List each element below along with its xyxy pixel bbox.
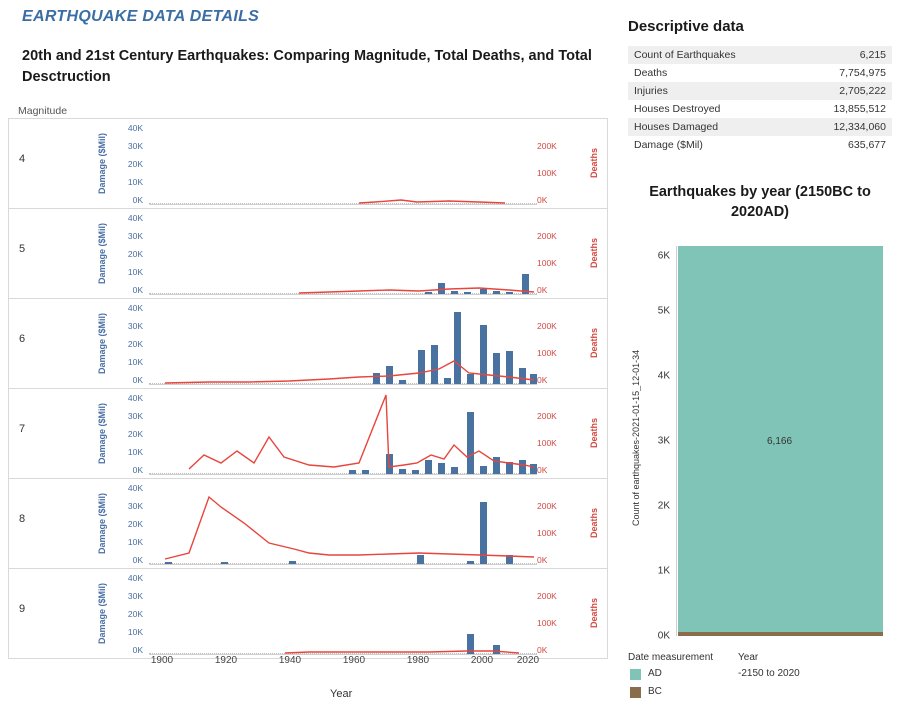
left-tick-labels [109,213,143,295]
right-tick: 0K [537,465,548,475]
y-tick: 2K [657,500,670,512]
left-tick: 20K [127,609,143,619]
bar-plot-area [676,246,883,636]
dashboard-title: EARTHQUAKE DATA DETAILS [22,8,260,25]
row-value: 12,334,060 [833,121,886,133]
panel-magnitude-label: 9 [19,603,26,615]
x-tick: 2000 [470,655,494,666]
legend-label-ad: AD [648,668,662,679]
right-tick-labels [537,303,571,385]
row-value: 13,855,512 [833,103,886,115]
right-tick: 200K [537,591,557,601]
right-axis-title: Deaths [589,328,599,359]
right-tick-labels [537,123,571,205]
panel-plot [149,213,537,295]
right-axis-title: Deaths [589,418,599,449]
left-axis-title: Damage ($Mil) [97,492,107,554]
right-tick-labels [537,213,571,295]
right-tick: 200K [537,141,557,151]
left-tick-labels [109,483,143,565]
panel-magnitude-label: 4 [19,153,26,165]
chart-title: 20th and 21st Century Earthquakes: Comparing Magnitude, Total Deaths, and Total Desctruction [22,48,592,86]
row-label: Houses Damaged [634,121,719,133]
y-tick: 5K [657,305,670,317]
row-value: 635,677 [848,139,886,151]
row-label: Houses Destroyed [634,103,721,115]
panel-magnitude-8 [8,478,608,568]
deaths-line [149,303,537,385]
descriptive-data-title: Descriptive data [628,18,744,35]
left-axis-title: Damage ($Mil) [97,582,107,644]
deaths-line [149,393,537,475]
plot-baseline [149,294,537,295]
panel-magnitude-7 [8,388,608,478]
right-axis-title: Deaths [589,238,599,269]
left-axis-title: Damage ($Mil) [97,402,107,464]
y-tick: 0K [657,630,670,642]
panel-magnitude-4 [8,118,608,208]
right-tick: 0K [537,195,548,205]
panel-magnitude-label: 6 [19,333,26,345]
y-tick: 3K [657,435,670,447]
earthquakes-by-year-chart [628,238,892,648]
bc-bar[interactable] [678,632,883,636]
x-tick: 2020 [516,655,540,666]
left-tick: 30K [127,591,143,601]
panel-magnitude-label: 8 [19,513,26,525]
right-axis-title: Deaths [589,598,599,629]
right-tick-labels [537,573,571,655]
x-tick: 1900 [150,655,174,666]
legend-year-range: -2150 to 2020 [738,668,800,679]
right-tick: 0K [537,375,548,385]
left-tick: 0K [132,555,143,565]
x-tick: 1940 [278,655,302,666]
x-axis-ticks [148,655,548,671]
panel-plot [149,393,537,475]
deaths-line [149,123,537,205]
panel-plot [149,303,537,385]
x-tick: 1980 [406,655,430,666]
row-value: 2,705,222 [839,85,886,97]
right-tick: 100K [537,348,557,358]
right-tick: 100K [537,438,557,448]
left-tick: 0K [132,285,143,295]
panel-plot [149,123,537,205]
row-label: Injuries [634,85,668,97]
deaths-line [149,213,537,295]
left-tick: 0K [132,465,143,475]
right-tick: 100K [537,258,557,268]
y-axis-title: Count of earthquakes-2021-01-15_12-01-34 [631,349,641,527]
right-tick: 200K [537,501,557,511]
left-tick: 40K [127,483,143,493]
legend-year-title: Year [738,652,759,663]
table-row [628,46,892,64]
right-axis-title: Deaths [589,508,599,539]
left-axis-title: Damage ($Mil) [97,222,107,284]
table-row [628,136,892,154]
left-tick: 20K [127,249,143,259]
legend-swatch-ad[interactable] [630,669,641,680]
row-value: 6,215 [859,49,886,61]
deaths-line [149,483,537,565]
left-tick: 10K [127,267,143,277]
left-tick: 40K [127,123,143,133]
legend-label-bc: BC [648,686,662,697]
earthquakes-by-year-title: Earthquakes by year (2150BC to 2020AD) [649,184,871,221]
left-tick: 10K [127,177,143,187]
y-tick: 4K [657,370,670,382]
right-tick: 0K [537,285,548,295]
left-tick: 10K [127,447,143,457]
left-tick: 10K [127,627,143,637]
panel-magnitude-5 [8,208,608,298]
table-row [628,82,892,100]
left-tick: 30K [127,141,143,151]
descriptive-data-table [628,46,892,154]
left-tick: 30K [127,501,143,511]
right-tick-labels [537,483,571,565]
left-tick-labels [109,393,143,475]
right-tick: 0K [537,555,548,565]
left-tick: 20K [127,339,143,349]
deaths-line [149,573,537,655]
plot-baseline [149,384,537,385]
left-tick: 0K [132,195,143,205]
plot-baseline [149,474,537,475]
right-tick: 100K [537,528,557,538]
right-panel [620,0,900,720]
panel-magnitude-6 [8,298,608,388]
left-tick: 30K [127,321,143,331]
panel-magnitude-label: 5 [19,243,26,255]
y-tick: 6K [657,250,670,262]
left-tick-labels [109,123,143,205]
left-tick: 30K [127,411,143,421]
plot-baseline [149,564,537,565]
row-label: Count of Earthquakes [634,49,736,61]
plot-baseline [149,204,537,205]
left-tick: 40K [127,213,143,223]
y-tick: 1K [657,565,670,577]
x-axis-title: Year [330,688,353,700]
row-label: Damage ($Mil) [634,139,703,151]
left-tick: 10K [127,537,143,547]
right-axis-title: Deaths [589,148,599,179]
legend-swatch-bc[interactable] [630,687,641,698]
panel-plot [149,573,537,655]
right-tick: 100K [537,168,557,178]
x-tick: 1960 [342,655,366,666]
right-tick: 200K [537,231,557,241]
left-tick: 40K [127,303,143,313]
legend-title: Date measurement [628,652,714,663]
left-tick: 40K [127,573,143,583]
row-label: Deaths [634,67,668,79]
panel-plot [149,483,537,565]
row-value: 7,754,975 [839,67,886,79]
right-tick: 200K [537,411,557,421]
table-row [628,118,892,136]
left-tick: 0K [132,375,143,385]
right-tick: 200K [537,321,557,331]
panel-magnitude-9 [8,568,608,659]
right-tick-labels [537,393,571,475]
table-row [628,64,892,82]
left-tick: 20K [127,159,143,169]
left-tick: 30K [127,231,143,241]
panel-magnitude-label: 7 [19,423,26,435]
left-tick-labels [109,303,143,385]
left-tick: 0K [132,645,143,655]
magnitude-axis-label: Magnitude [18,105,68,117]
magnitude-panels [8,118,608,659]
ad-bar-value-label: 6,166 [766,436,793,447]
left-tick: 40K [127,393,143,403]
left-tick: 10K [127,357,143,367]
right-tick: 0K [537,645,548,655]
left-tick-labels [109,573,143,655]
left-axis-title: Damage ($Mil) [97,132,107,194]
table-row [628,100,892,118]
left-axis-title: Damage ($Mil) [97,312,107,374]
right-tick: 100K [537,618,557,628]
x-tick: 1920 [214,655,238,666]
left-tick: 20K [127,429,143,439]
left-tick: 20K [127,519,143,529]
